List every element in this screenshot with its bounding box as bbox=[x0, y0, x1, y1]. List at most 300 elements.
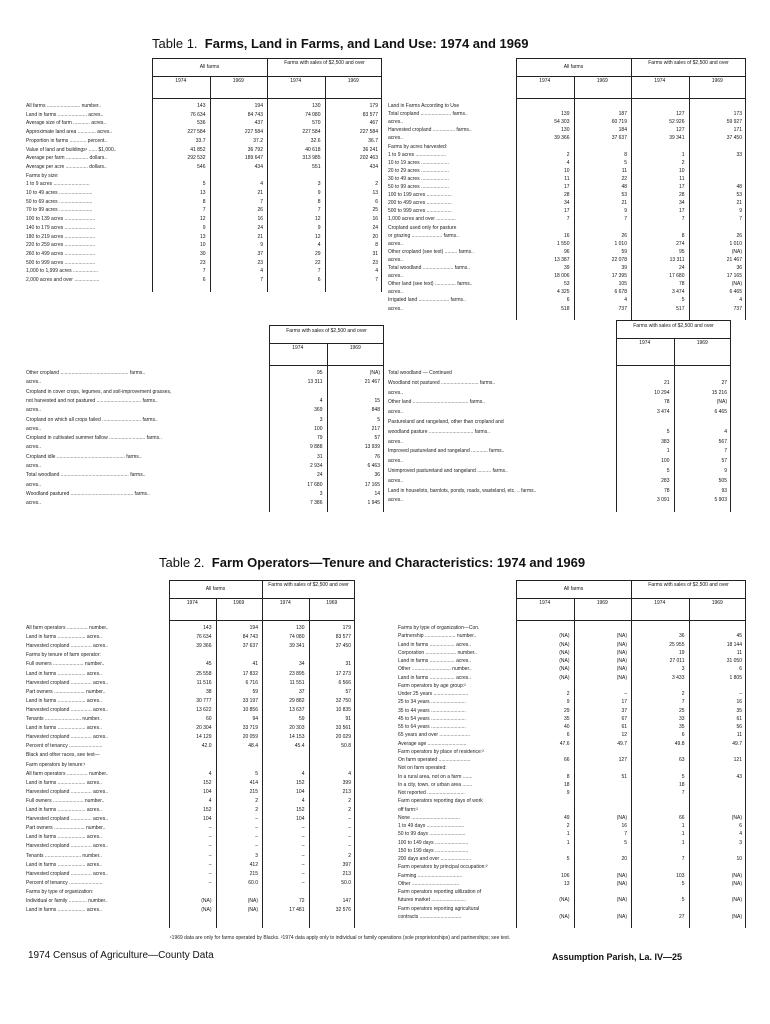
t2-right-cell: 6 bbox=[681, 732, 685, 739]
t2-left-cell: 104 bbox=[296, 788, 305, 795]
t1-right-row-label: Other cropland (see text) ......... farms.. bbox=[388, 248, 474, 255]
t2-right-cell: (NA) bbox=[616, 641, 627, 648]
t2-right-cell: – bbox=[739, 691, 742, 697]
t1-right-cell: 7 bbox=[681, 216, 685, 223]
t1-right-cell: 39 341 bbox=[669, 135, 685, 142]
t2-left-cell: – bbox=[301, 843, 305, 850]
t1-lower-left-cell: 14 bbox=[374, 490, 380, 497]
t1-left-cell: 36 792 bbox=[247, 146, 263, 153]
t2-left-cell: – bbox=[301, 879, 305, 886]
t1-right-cell: 13 311 bbox=[669, 256, 685, 263]
t2-left-cell: 37 bbox=[298, 688, 305, 695]
t1-left-cell: 40 618 bbox=[305, 146, 321, 153]
t2-right-row-label: Not reported ........................... bbox=[398, 790, 465, 796]
t2-left-cell: (NA) bbox=[201, 898, 212, 904]
t2-left-cell: 130 bbox=[296, 625, 305, 631]
t1-lower-right-cell: 78 bbox=[663, 487, 670, 494]
t2-right-cell: (NA) bbox=[731, 872, 742, 879]
t1-left-cell: 23 bbox=[372, 259, 378, 266]
t1-right-cell: 8 bbox=[681, 232, 685, 239]
t2-left-row-label: Percent of tenancy ........................ bbox=[26, 743, 103, 750]
t1-left-cell: 21 bbox=[257, 190, 263, 196]
t2-right-cell: 67 bbox=[621, 715, 627, 722]
t2-left-cell: – bbox=[348, 816, 351, 823]
t1-lower-right-row-label: Improved pastureland and rangeland ............ farms.. bbox=[388, 448, 505, 455]
t2-right-cell: 4 bbox=[739, 831, 742, 838]
t1-lower-left-cell: 36 bbox=[374, 472, 380, 479]
t2-left-row-label: Percent of tenancy ........................ bbox=[26, 879, 103, 886]
t1-lower-right-row-label: Unimproved pastureland and rangeland .......... farms.. bbox=[388, 468, 508, 474]
t2-right-row-label: 25 to 34 years ......................... bbox=[398, 699, 466, 706]
t2-left-year-0: 1974 bbox=[186, 600, 198, 606]
t1-right-row-label: Land in Farms According to Use bbox=[388, 103, 460, 109]
t1-right-cell: 26 bbox=[621, 232, 627, 239]
t2-right-cell: (NA) bbox=[731, 880, 742, 887]
t2-left-cell: (NA) bbox=[247, 907, 258, 914]
t1-right-cell: 18 006 bbox=[554, 273, 570, 280]
t1-right-cell: 171 bbox=[733, 127, 742, 134]
t2-right-cell: 40 bbox=[563, 724, 570, 730]
t2-right-col-divider-c bbox=[689, 598, 690, 928]
t1-left-year-rule bbox=[152, 76, 382, 77]
t1-left-cell: 12 bbox=[199, 216, 206, 223]
t1-right-cell: 53 bbox=[736, 192, 742, 199]
t2-right-cell: 12 bbox=[621, 732, 627, 739]
t2-left-cell: 84 743 bbox=[242, 634, 258, 641]
t2-left-cell: 414 bbox=[249, 779, 258, 786]
t1-right-row-label: Irrigated land ...................... farms.. bbox=[388, 297, 466, 304]
t2-left-header-divider bbox=[262, 580, 263, 928]
t2-right-row-label: futures market ......................... bbox=[398, 897, 467, 904]
t2-right-cell: 33 bbox=[678, 715, 685, 722]
t2-left-cell: 38 bbox=[205, 688, 212, 695]
t2-left-cell: 34 bbox=[298, 661, 305, 668]
t2-left-row-label: Land in farms .................... acres.. bbox=[26, 807, 102, 813]
t2-left-cell: – bbox=[255, 825, 258, 832]
t1-lower-right-row-label: Land in houselots, barnlots, ponds, roads, wasteland, etc. .. farms.. bbox=[388, 487, 537, 494]
t1-lower-left-right-rule bbox=[383, 325, 384, 512]
t2-right-cell: 103 bbox=[676, 872, 685, 879]
t2-right-cell: (NA) bbox=[616, 913, 627, 920]
t2-left-cell: 59 bbox=[298, 716, 305, 722]
t1-lower-right-row-label: Total woodland — Continued bbox=[388, 370, 452, 376]
t2-right-cell: 35 bbox=[736, 707, 742, 714]
t1-right-cell: 4 bbox=[739, 297, 742, 304]
t1-lower-left-cell: 76 bbox=[374, 453, 380, 460]
t1-lower-right-left-rule bbox=[616, 320, 617, 512]
t1-right-all-farms-header: All farms bbox=[563, 64, 584, 70]
t1-left-row-label: All farms ........................ number.. bbox=[26, 103, 102, 109]
t1-left-cell: 7 bbox=[260, 198, 263, 205]
t1-right-sales-header: Farms with sales of $2,500 and over bbox=[648, 60, 729, 66]
t1-lower-left-cell: 217 bbox=[371, 425, 380, 432]
t1-left-cell: 32.6 bbox=[310, 137, 321, 144]
t2-left-cell: 215 bbox=[249, 870, 258, 877]
t1-left-cell: 10 bbox=[199, 242, 206, 249]
t2-left-cell: 30 777 bbox=[196, 697, 212, 704]
t1-right-header-divider bbox=[631, 58, 632, 320]
t2-left-row-label: Farms by type of organization: bbox=[26, 888, 94, 895]
t2-right-cell: 19 bbox=[678, 649, 685, 656]
t1-right-cell: 34 bbox=[678, 200, 685, 207]
t1-left-cell: 21 bbox=[257, 233, 263, 240]
t2-right-row-label: 1 to 49 days ........................... bbox=[398, 823, 465, 829]
t1-right-cell: 1 010 bbox=[614, 240, 627, 247]
t1-right-cell: 173 bbox=[733, 111, 742, 118]
t1-right-cell: 8 bbox=[624, 151, 627, 158]
t1-right-row-label: acres.. bbox=[388, 256, 404, 263]
t1-left-cell: 13 bbox=[372, 190, 378, 196]
t1-left-row-label: 2,000 acres and over .................. bbox=[26, 277, 100, 283]
t1-left-row-label: Farms by size: bbox=[26, 172, 59, 179]
t1-right-cell: 36 bbox=[736, 265, 742, 271]
t2-right-cell: 5 bbox=[681, 897, 685, 904]
t2-left-row-label: Harvested cropland ............... acres.. bbox=[26, 816, 108, 823]
t2-right-cell: 51 bbox=[621, 773, 627, 780]
t2-left-cell: – bbox=[301, 852, 305, 859]
t1-right-cell: (NA) bbox=[731, 281, 742, 288]
t2-left-cell: – bbox=[208, 852, 212, 859]
t1-left-row-label: Approximate land area ............. acres.. bbox=[26, 129, 113, 136]
t1-right-cell: 59 bbox=[621, 248, 627, 255]
t2-left-cell: 11 551 bbox=[289, 679, 305, 686]
t1-right-cell: 37 450 bbox=[726, 135, 742, 142]
t2-left-cell: 48.4 bbox=[248, 743, 258, 750]
t2-left-row-label: Land in farms .................... acres.. bbox=[26, 725, 102, 732]
table1-label: Table 1. bbox=[152, 36, 198, 51]
footer-right: Assumption Parish, La. IV—25 bbox=[552, 952, 683, 962]
t1-right-cell: 17 bbox=[563, 184, 570, 190]
t2-left-cell: 2 bbox=[348, 852, 351, 859]
t2-left-row-label: Tenants .......................... number.. bbox=[26, 852, 102, 859]
t2-right-cell: 47.6 bbox=[559, 740, 570, 747]
t2-right-cell: 10 bbox=[736, 856, 742, 862]
t1-left-cell: 4 bbox=[375, 268, 378, 275]
t1-lower-right-cell: 283 bbox=[661, 477, 670, 484]
t2-right-cell: 121 bbox=[733, 757, 742, 763]
t1-left-cell: 434 bbox=[254, 163, 263, 170]
t1-lower-right-cell: 5 bbox=[666, 428, 670, 435]
t2-right-cell: 11 bbox=[736, 649, 742, 656]
t2-left-cell: 4 bbox=[208, 770, 212, 777]
t2-right-cell: (NA) bbox=[559, 633, 570, 640]
t1-left-cell: 2 bbox=[375, 181, 378, 188]
t2-right-row-label: None ................................... bbox=[398, 814, 460, 821]
t1-lower-left-row-label: Total woodland ................................................. farms.. bbox=[26, 472, 146, 479]
t2-right-cell: 6 bbox=[566, 732, 570, 739]
t1-left-cell: 41 852 bbox=[190, 146, 206, 153]
t2-right-cell: 1 805 bbox=[729, 674, 742, 681]
t2-right-row-label: Farm operators reporting agricultural bbox=[398, 905, 480, 912]
t2-left-cell: 32 576 bbox=[335, 907, 351, 914]
t1-right-cell: 2 bbox=[566, 151, 570, 158]
t2-left-cell: 2 bbox=[255, 797, 258, 804]
t1-left-cell: 9 bbox=[317, 224, 321, 231]
t1-lower-right-row-label: acres.. bbox=[388, 409, 404, 416]
t1-lower-left-year-0: 1974 bbox=[292, 345, 304, 351]
t2-right-cell: 5 bbox=[624, 839, 627, 846]
t2-left-cell: 76 634 bbox=[196, 634, 212, 641]
t2-right-cell: (NA) bbox=[616, 880, 627, 887]
t1-lower-left-row-label: acres.. bbox=[26, 425, 42, 432]
t1-left-cell: 22 bbox=[314, 259, 321, 266]
t2-left-cell: – bbox=[348, 843, 351, 850]
t1-left-cell: 33.7 bbox=[195, 137, 206, 144]
t2-right-cell: 49.7 bbox=[617, 740, 627, 747]
t1-left-row-label: Average size of farm ............ acres.. bbox=[26, 120, 107, 127]
t1-left-row-label: Land in farms ..................... acres.. bbox=[26, 111, 104, 118]
t1-right-cell: 39 bbox=[563, 265, 570, 271]
t1-left-cell: 546 bbox=[197, 163, 206, 170]
t1-left-row-label: 1,000 to 1,999 acres .................. bbox=[26, 268, 98, 275]
t2-left-cell: 104 bbox=[203, 788, 212, 795]
t2-right-row-label: Farm operators by place of residence:² bbox=[398, 748, 484, 755]
t2-right-cell: 3 bbox=[739, 839, 742, 846]
t1-lower-left-row-label: Other cropland ................................................. farms.. bbox=[26, 370, 146, 376]
t1-left-cell: 29 bbox=[314, 250, 321, 257]
t2-right-cell: 13 bbox=[563, 880, 570, 887]
t2-left-cell: – bbox=[208, 879, 212, 886]
t1-left-cell: 434 bbox=[369, 163, 378, 170]
t1-right-cell: 53 bbox=[621, 192, 627, 199]
t1-lower-right-cell: 3 474 bbox=[656, 409, 670, 416]
t1-right-cell: 7 bbox=[739, 216, 742, 223]
t2-right-year-2: 1974 bbox=[654, 600, 666, 606]
t1-right-cell: 4 bbox=[624, 297, 627, 304]
t2-left-cell: 45.4 bbox=[294, 743, 305, 750]
t1-right-cell: 59 927 bbox=[726, 119, 742, 126]
t1-right-cell: 130 bbox=[561, 127, 570, 134]
t1-left-cell: 13 bbox=[199, 233, 206, 240]
t1-left-cell: 227 584 bbox=[359, 129, 378, 136]
t1-right-cell: 28 bbox=[563, 192, 570, 199]
t1-left-year-3: 1969 bbox=[347, 78, 359, 84]
t1-right-cell: 127 bbox=[676, 127, 685, 134]
t2-right-row-label: 65 years and over ...................... bbox=[398, 732, 470, 739]
t1-right-cell: 517 bbox=[676, 305, 685, 312]
t1-lower-left-row-label: Cropland in cultivated summer fallow .......................... farms.. bbox=[26, 435, 162, 442]
t1-left-row-label: 260 to 499 acres ...................... bbox=[26, 250, 96, 257]
t2-right-row-label: 200 days and over ...................... bbox=[398, 856, 472, 862]
t2-right-row-label: Farms by type of organization—Con. bbox=[398, 625, 480, 631]
t2-left-cell: (NA) bbox=[201, 907, 212, 914]
t2-left-cell: – bbox=[208, 870, 212, 877]
t2-left-cell: – bbox=[208, 861, 212, 868]
t1-lower-left-row-label: acres.. bbox=[26, 379, 42, 386]
t2-right-row-label: 150 to 199 days ........................ bbox=[398, 847, 469, 854]
t2-left-row-label: Tenants .......................... number.. bbox=[26, 716, 102, 722]
t2-left-cell: 37 637 bbox=[242, 643, 258, 650]
t2-left-cell: 59 bbox=[252, 688, 258, 695]
t1-left-cell: 7 bbox=[260, 277, 263, 283]
t2-left-cell: 60.0 bbox=[248, 879, 258, 886]
t2-right-cell: (NA) bbox=[731, 814, 742, 821]
t1-lower-right-cell: 57 bbox=[721, 458, 727, 465]
t1-left-cell: 12 bbox=[314, 233, 321, 240]
t2-left-cell: 50.8 bbox=[341, 743, 351, 750]
t2-right-left-rule bbox=[516, 580, 517, 928]
t2-left-cell: 194 bbox=[249, 625, 258, 631]
t2-right-year-3: 1969 bbox=[711, 600, 723, 606]
t1-lower-left-cell: 3 bbox=[319, 416, 323, 423]
t2-left-cell: – bbox=[301, 861, 305, 868]
t1-lower-right-row-label: Other land ........................................ farms.. bbox=[388, 399, 485, 406]
t1-lower-left-cell: 9 888 bbox=[309, 444, 323, 451]
t1-right-cell: 105 bbox=[618, 281, 627, 288]
t2-left-year-1: 1969 bbox=[233, 600, 245, 606]
t2-right-cell: (NA) bbox=[559, 658, 570, 664]
t1-left-cell: 30 bbox=[199, 250, 206, 257]
t2-right-cell: 6 bbox=[739, 666, 742, 673]
t1-left-cell: 24 bbox=[372, 224, 378, 231]
t2-left-cell: 31 bbox=[345, 661, 351, 668]
t1-lower-right-row-label: woodland pasture ................................ farms.. bbox=[388, 428, 490, 435]
t2-right-row-label: Partnership ...................... number.. bbox=[398, 633, 477, 640]
t1-right-cell: 17 bbox=[678, 184, 685, 190]
t2-right-cell: 49.8 bbox=[674, 740, 685, 747]
t1-lower-right-cell: 567 bbox=[718, 438, 727, 445]
t1-lower-left-cell: 6 463 bbox=[367, 463, 380, 469]
t1-lower-left-cell: 24 bbox=[316, 472, 323, 479]
t1-left-cell: 7 bbox=[317, 268, 321, 275]
t1-left-year-0: 1974 bbox=[175, 78, 187, 84]
t2-left-row-label: Harvested cropland ............... acres.. bbox=[26, 734, 108, 741]
t1-right-cell: 1 550 bbox=[556, 240, 570, 247]
t1-right-cell: 6 678 bbox=[614, 289, 627, 296]
t1-lower-right-cell: (NA) bbox=[716, 399, 727, 406]
t1-right-cell: 6 bbox=[566, 297, 570, 304]
t2-left-cell: (NA) bbox=[247, 898, 258, 904]
table2-label: Table 2. bbox=[159, 555, 205, 570]
t2-right-year-rule bbox=[516, 598, 746, 599]
t2-right-cell: 5 bbox=[681, 880, 685, 887]
t1-lower-right-cell: 505 bbox=[718, 477, 727, 484]
t1-left-row-label: 140 to 179 acres ...................... bbox=[26, 224, 96, 231]
t1-right-cell: 21 bbox=[736, 200, 742, 207]
t2-right-cell: 29 bbox=[563, 707, 570, 714]
t2-left-row-label: Farm operators by tenure:¹ bbox=[26, 761, 86, 768]
t2-left-cell: 4 bbox=[301, 770, 305, 777]
t2-left-cell: 72 bbox=[298, 898, 305, 904]
t1-left-col-divider-c bbox=[325, 76, 326, 292]
t1-lower-left-cell: 95 bbox=[316, 370, 323, 376]
t1-right-cell: 274 bbox=[676, 240, 685, 247]
t1-left-cell: 9 bbox=[260, 242, 263, 249]
t1-left-cell: 313 985 bbox=[302, 155, 321, 162]
t2-left-cell: 91 bbox=[345, 716, 351, 722]
t1-right-row-label: acres.. bbox=[388, 240, 404, 247]
t1-right-row-label: Total woodland ...................... farms.. bbox=[388, 265, 470, 271]
t1-lower-left-cell: 1 945 bbox=[367, 500, 380, 507]
t2-right-sales-header: Farms with sales of $2,500 and over bbox=[648, 582, 729, 588]
t2-right-cell: 5 bbox=[566, 856, 570, 862]
t1-right-row-label: acres.. bbox=[388, 119, 404, 126]
t2-right-cell: 3 bbox=[681, 666, 685, 673]
t2-left-row-label: Harvested cropland ............... acres.. bbox=[26, 706, 108, 713]
t1-lower-right-cell: 5 903 bbox=[714, 497, 727, 504]
t1-left-left-rule bbox=[152, 58, 153, 292]
t2-left-cell: 13 622 bbox=[196, 706, 212, 713]
t2-left-row-label: Land in farms .................... acres.. bbox=[26, 670, 102, 677]
t1-right-cell: 737 bbox=[733, 305, 742, 312]
t2-right-cell: 1 bbox=[681, 831, 685, 838]
t2-right-row-label: 35 to 44 years ......................... bbox=[398, 707, 466, 714]
t1-left-cell: 12 bbox=[314, 216, 321, 223]
t1-right-row-label: Cropland used only for pasture bbox=[388, 224, 457, 231]
t2-left-cell: 2 bbox=[348, 797, 351, 804]
t2-right-header-divider bbox=[631, 580, 632, 928]
t1-left-cell: 536 bbox=[197, 120, 206, 127]
t1-left-row-label: Value of land and buildings¹ ...... $1,000.. bbox=[26, 146, 117, 153]
t1-left-row-label: 100 to 139 acres ...................... bbox=[26, 216, 96, 223]
t2-right-cell: 63 bbox=[678, 757, 685, 763]
t1-right-row-label: 500 to 999 acres .................. bbox=[388, 208, 452, 215]
t2-left-cell: 152 bbox=[203, 779, 212, 786]
t2-right-cell: 17 bbox=[621, 699, 627, 706]
t1-lower-right-cell: 5 bbox=[666, 468, 670, 474]
t1-right-row-label: 50 to 99 acres .................... bbox=[388, 184, 449, 190]
t1-lower-left-cell: (NA) bbox=[369, 370, 380, 376]
t2-left-right-rule bbox=[354, 580, 355, 928]
t2-right-row-label: Other .................................. bbox=[398, 880, 460, 887]
t1-right-cell: 17 bbox=[563, 208, 570, 215]
t2-left-year-2: 1974 bbox=[279, 600, 291, 606]
t2-left-cell: – bbox=[255, 816, 258, 823]
t1-lower-right-cell: 27 bbox=[721, 379, 727, 386]
t2-left-cell: 33 197 bbox=[242, 697, 258, 704]
t1-lower-right-right-rule bbox=[730, 320, 731, 512]
t2-left-cell: 32 750 bbox=[335, 697, 351, 704]
t1-right-cell: 11 bbox=[679, 175, 685, 182]
t2-right-row-label: Other ............................ number.. bbox=[398, 666, 472, 673]
t1-left-cell: 8 bbox=[202, 198, 206, 205]
t2-right-cell: 1 bbox=[681, 823, 685, 829]
t1-right-cell: 21 467 bbox=[726, 256, 742, 263]
t1-right-cell: 39 bbox=[621, 265, 627, 271]
t1-lower-left-cell: 17 680 bbox=[307, 481, 323, 488]
t1-right-row-label: acres.. bbox=[388, 273, 404, 280]
t1-right-cell: 17 395 bbox=[611, 273, 627, 280]
t1-left-cell: 36.7 bbox=[368, 137, 378, 144]
t2-left-cell: 39 341 bbox=[289, 643, 305, 650]
t1-left-cell: 26 bbox=[257, 207, 263, 214]
t1-left-cell: 6 bbox=[375, 198, 378, 205]
t2-left-cell: 4 bbox=[208, 797, 212, 804]
t1-lower-left-row-label: acres.. bbox=[26, 481, 42, 488]
t1-lower-left-cell: 2 934 bbox=[309, 463, 323, 469]
t1-right-row-label: Farms by acres harvested: bbox=[388, 143, 448, 150]
t2-right-row-label: off farm:² bbox=[398, 806, 418, 813]
t1-right-cell: 3 474 bbox=[671, 289, 685, 296]
t1-left-row-label: 500 to 999 acres ...................... bbox=[26, 259, 96, 266]
t2-left-cell: 147 bbox=[342, 898, 351, 904]
t2-right-cell: 1 bbox=[681, 839, 685, 846]
t2-right-cell: 9 bbox=[566, 699, 570, 706]
t1-right-row-label: 20 to 29 acres .................... bbox=[388, 167, 449, 174]
t2-right-cell: 49.7 bbox=[732, 740, 742, 747]
t2-right-col-divider-a bbox=[574, 598, 575, 928]
t2-right-all-farms-header: All farms bbox=[563, 586, 584, 592]
t1-lower-right-cell: 9 bbox=[724, 468, 727, 474]
t1-left-cell: 189 647 bbox=[244, 155, 263, 162]
t2-left-cell: – bbox=[301, 834, 305, 841]
t1-left-cell: 292 532 bbox=[187, 155, 206, 162]
t1-right-cell: 139 bbox=[561, 111, 570, 118]
t2-left-row-label: Part owners ...................... number.. bbox=[26, 688, 106, 695]
t1-lower-left-cell: 4 bbox=[319, 397, 323, 404]
t2-right-cell: 31 050 bbox=[726, 658, 742, 664]
t1-left-cell: 6 bbox=[317, 277, 321, 283]
